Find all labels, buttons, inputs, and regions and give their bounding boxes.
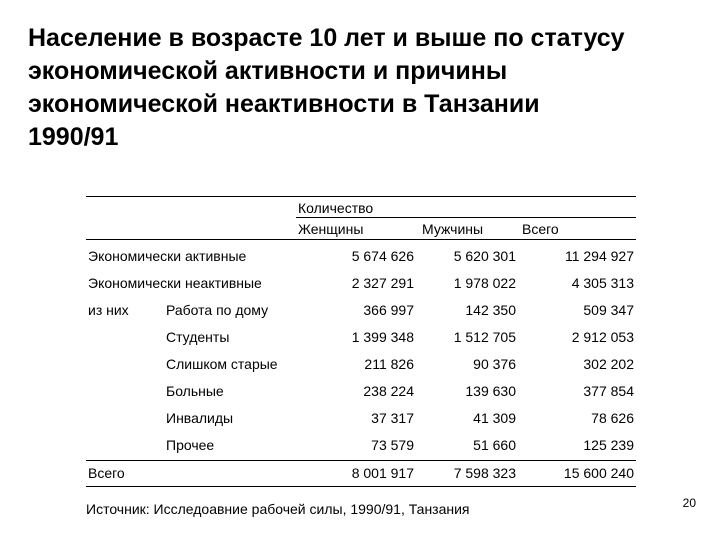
title-line-3: экономической неактивности в Танзании bbox=[28, 90, 540, 118]
title-line-2: экономической активности и причины bbox=[28, 57, 508, 85]
cell-total: 125 239 bbox=[583, 437, 634, 453]
total-rule bbox=[86, 460, 636, 461]
cell-men: 90 376 bbox=[473, 356, 516, 372]
title-line-4: 1990/91 bbox=[28, 123, 119, 151]
cell-men: 139 630 bbox=[465, 383, 516, 399]
cell-total: 4 305 313 bbox=[571, 275, 634, 291]
row-label: из них bbox=[88, 302, 129, 318]
cell-women: 1 399 348 bbox=[351, 329, 414, 345]
row-sublabel: Больные bbox=[166, 383, 224, 399]
row-sublabel: Работа по дому bbox=[166, 302, 269, 318]
cell-men: 5 620 301 bbox=[453, 248, 516, 264]
header-col-women: Женщины bbox=[298, 221, 364, 237]
cell-men: 142 350 bbox=[465, 302, 516, 318]
cell-men: 1 978 022 bbox=[453, 275, 516, 291]
cell-total-total: 15 600 240 bbox=[563, 465, 634, 481]
table-top-rule bbox=[86, 196, 636, 197]
cell-total: 2 912 053 bbox=[571, 329, 634, 345]
cell-men-total: 7 598 323 bbox=[453, 465, 516, 481]
header-col-men: Мужчины bbox=[422, 221, 484, 237]
cell-women: 211 826 bbox=[364, 356, 414, 372]
cell-women: 238 224 bbox=[363, 383, 414, 399]
cell-men: 41 309 bbox=[473, 410, 516, 426]
cell-men: 1 512 705 bbox=[453, 329, 516, 345]
source-note: Источник: Исследоавние рабочей силы, 1990/91, Танзания bbox=[86, 501, 470, 517]
header-bottom-rule bbox=[86, 239, 636, 240]
cell-women: 37 317 bbox=[371, 410, 414, 426]
header-group-rule bbox=[296, 217, 636, 218]
cell-total: 78 626 bbox=[591, 410, 634, 426]
cell-women: 2 327 291 bbox=[351, 275, 414, 291]
population-table bbox=[86, 196, 636, 496]
row-sublabel: Инвалиды bbox=[166, 410, 234, 426]
cell-total: 11 294 927 bbox=[564, 248, 634, 264]
row-sublabel: Студенты bbox=[166, 329, 230, 345]
table-bottom-rule bbox=[86, 486, 636, 487]
cell-women: 5 674 626 bbox=[351, 248, 414, 264]
header-group-quantity: Количество bbox=[298, 200, 374, 216]
header-col-total: Всего bbox=[522, 221, 559, 237]
row-label-total: Всего bbox=[88, 465, 125, 481]
page-number: 20 bbox=[682, 496, 696, 510]
cell-women: 366 997 bbox=[363, 302, 414, 318]
cell-total: 377 854 bbox=[583, 383, 634, 399]
cell-total: 509 347 bbox=[583, 302, 634, 318]
slide-title bbox=[28, 22, 708, 154]
cell-women: 73 579 bbox=[371, 437, 414, 453]
cell-total: 302 202 bbox=[583, 356, 634, 372]
title-line-1: Население в возрасте 10 лет и выше по статусу bbox=[28, 24, 625, 52]
row-sublabel: Слишком старые bbox=[166, 356, 278, 372]
cell-women-total: 8 001 917 bbox=[351, 465, 414, 481]
row-sublabel: Прочее bbox=[166, 437, 215, 453]
cell-men: 51 660 bbox=[473, 437, 516, 453]
row-label: Экономически неактивные bbox=[88, 275, 262, 291]
row-label: Экономически активные bbox=[88, 248, 247, 264]
